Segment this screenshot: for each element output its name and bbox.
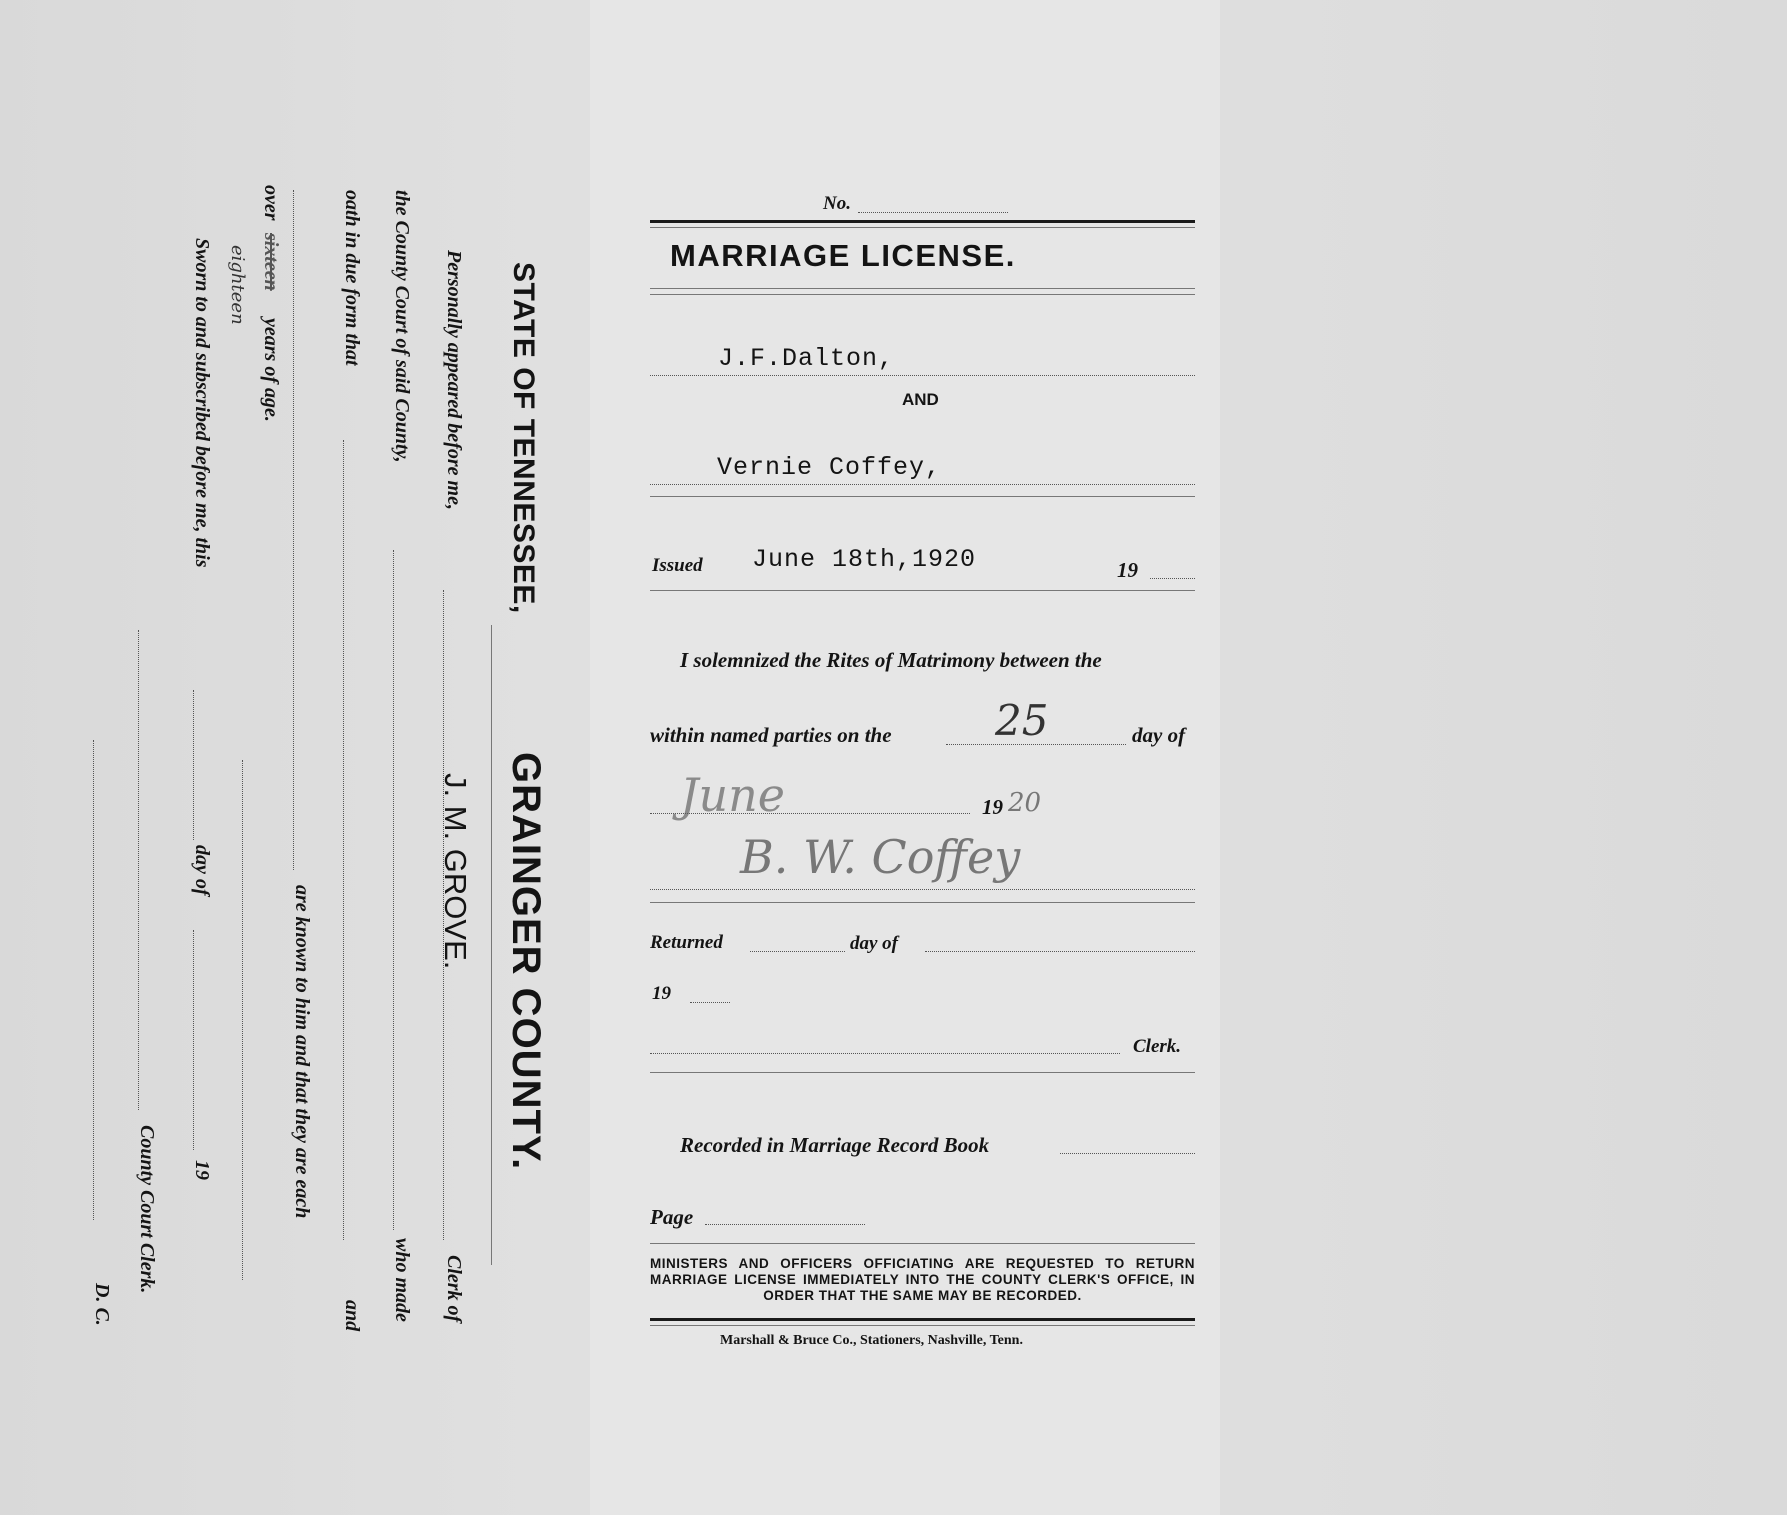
title-bottom-rule-2: [650, 294, 1195, 295]
month-line: [650, 813, 970, 814]
page-line: [705, 1224, 865, 1225]
clerk-of-label: Clerk of: [443, 1255, 465, 1323]
return-notice: MINISTERS AND OFFICERS OFFICIATING ARE REQUESTED TO RETURN MARRIAGE LICENSE IMMEDIATELY INTO THE COUNTY CLERK'S OFFICE, IN ORDER THAT THE SAME MAY BE RECORDED.: [650, 1256, 1195, 1303]
bride-line: [650, 484, 1195, 485]
bride-name: Vernie Coffey,: [717, 453, 942, 482]
returned-year-label: 19: [652, 983, 671, 1004]
footer-rule-2: [650, 1325, 1195, 1326]
oath-line: [343, 440, 344, 1240]
issued-label: Issued: [652, 555, 703, 576]
who-made-label: who made: [391, 1238, 413, 1322]
sworn-text: Sworn to and subscribed before me, this: [191, 238, 213, 568]
signature-rule: [650, 902, 1195, 903]
sworn-year: 19: [191, 1160, 213, 1180]
issued-date: June 18th,1920: [752, 545, 977, 574]
issued-year-line: [1150, 578, 1195, 579]
returned-day-line: [750, 951, 845, 952]
returned-year-line: [690, 1002, 730, 1003]
printer-imprint: Marshall & Bruce Co., Stationers, Nashville, Tenn.: [720, 1333, 1023, 1348]
and-label: AND: [902, 390, 939, 409]
groom-name: J.F.Dalton,: [718, 344, 895, 373]
year-value: 20: [1008, 788, 1042, 818]
license-number-label: No.: [823, 193, 851, 214]
affidavit-county-heading: GRAINGER COUNTY.: [504, 752, 548, 1171]
deputy-clerk-label: D. C.: [91, 1283, 113, 1326]
struck-age: sixteen: [260, 233, 282, 291]
affidavit-state-heading: STATE OF TENNESSEE,: [507, 262, 540, 614]
and-text: and: [341, 1300, 363, 1332]
clerk-name-line: [443, 590, 444, 1240]
clerk-name: J. M. GROVE.: [438, 773, 473, 970]
heading-rule: [491, 625, 492, 1265]
clerk-rule: [650, 1072, 1195, 1073]
dc-line: [93, 740, 94, 1220]
county-court-text: the County Court of said County,: [391, 190, 413, 463]
sworn-month-line: [193, 930, 194, 1150]
clerk-line: [650, 1053, 1120, 1054]
day-of-label: day of: [1132, 723, 1186, 747]
groom-line: [650, 375, 1195, 376]
page-rule: [650, 1243, 1195, 1244]
personally-appeared: Personally appeared before me,: [443, 250, 465, 510]
year-prefix: 19: [982, 795, 1003, 819]
returned-label: Returned: [650, 932, 723, 953]
years-of-age: years of age.: [260, 318, 282, 422]
page-label: Page: [650, 1205, 694, 1229]
solemnized-line-1: I solemnized the Rites of Matrimony between the: [680, 648, 1102, 672]
eighteen-handwritten: eighteen: [227, 245, 248, 325]
recorded-label: Recorded in Marriage Record Book: [680, 1133, 990, 1157]
license-title: MARRIAGE LICENSE.: [670, 238, 1016, 273]
bride-rule: [650, 496, 1195, 497]
issued-rule: [650, 590, 1195, 591]
footer-rule: [650, 1318, 1195, 1321]
license-number-line: [858, 212, 1008, 213]
sworn-day-of: day of: [191, 845, 213, 896]
sworn-day-line: [193, 690, 194, 840]
county-clerk-line: [138, 630, 139, 1110]
over-label: over: [260, 185, 282, 221]
returned-day-of-label: day of: [850, 933, 899, 954]
county-court-line: [393, 550, 394, 1230]
returned-month-line: [925, 951, 1195, 952]
title-top-rule-2: [650, 227, 1195, 228]
month-value: June: [680, 768, 785, 822]
solemnized-line-2: within named parties on the: [650, 723, 892, 747]
recorded-line: [1060, 1153, 1195, 1154]
title-bottom-rule: [650, 288, 1195, 289]
clerk-label: Clerk.: [1133, 1036, 1182, 1057]
oath-text: oath in due form that: [341, 190, 363, 366]
license-panel: [590, 0, 1220, 1515]
title-top-rule: [650, 220, 1195, 223]
day-value: 25: [995, 696, 1049, 745]
officiant-signature: B. W. Coffey: [740, 830, 1021, 884]
signature-line: [650, 889, 1195, 890]
known-text: are known to him and that they are each: [291, 885, 313, 1219]
names-line: [293, 190, 294, 870]
county-court-clerk: County Court Clerk.: [136, 1125, 158, 1294]
issued-year-label: 19: [1117, 558, 1138, 582]
age-line: [242, 760, 243, 1280]
